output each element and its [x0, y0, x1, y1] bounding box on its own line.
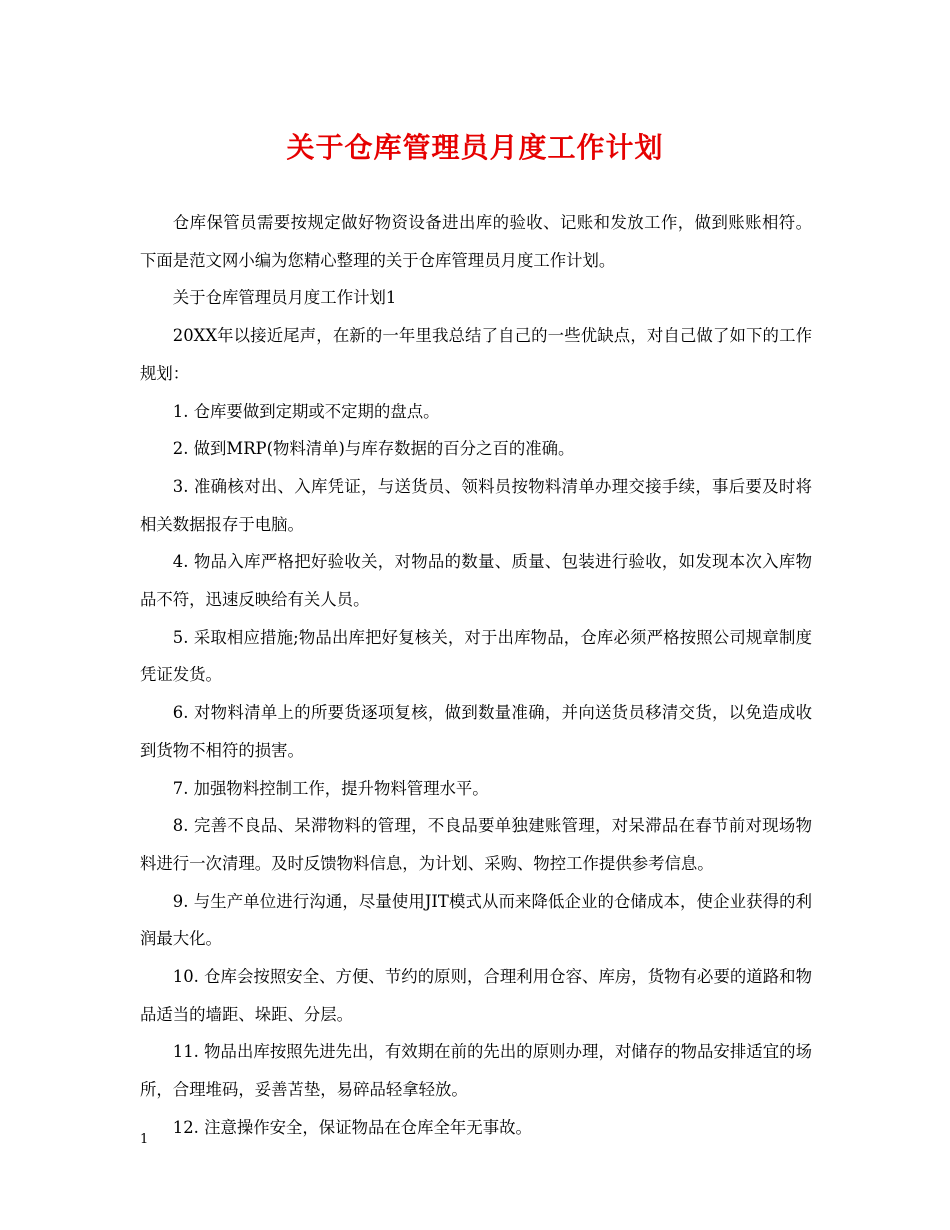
list-item: 9. 与生产单位进行沟通，尽量使用JIT模式从而来降低企业的仓储成本，使企业获得的利润最大化。	[140, 891, 812, 949]
list-item: 5. 采取相应措施;物品出库把好复核关，对于出库物品，仓库必须严格按照公司规章制度凭证发货。	[140, 627, 812, 685]
opening-paragraph: 20XX年以接近尾声，在新的一年里我总结了自己的一些优缺点，对自己做了如下的工作规划：	[140, 326, 812, 383]
section-heading: 关于仓库管理员月度工作计划1	[172, 288, 397, 308]
document-title: 关于仓库管理员月度工作计划	[286, 131, 664, 164]
list-item: 4. 物品入库严格把好验收关，对物品的数量、质量、包装进行验收，如发现本次入库物品不符，迅速反映给有关人员。	[140, 552, 812, 610]
list-item: 8. 完善不良品、呆滞物料的管理，不良品要单独建账管理，对呆滞品在春节前对现场物料进行一次清理。及时反馈物料信息，为计划、采购、物控工作提供参考信息。	[140, 816, 812, 873]
list-item: 6. 对物料清单上的所要货逐项复核，做到数量准确，并向送货员移清交货，以免造成收到货物不相符的损害。	[140, 703, 812, 760]
list-item: 7. 加强物料控制工作，提升物料管理水平。	[172, 778, 489, 798]
list-item: 1. 仓库要做到定期或不定期的盘点。	[172, 401, 440, 421]
page-number: 1	[140, 1132, 149, 1147]
document-body	[140, 204, 812, 1147]
list-item: 10. 仓库会按照安全、方便、节约的原则，合理利用仓容、库房，货物有必要的道路和物品适当的墙距、垛距、分层。	[140, 967, 812, 1024]
list-item: 12. 注意操作安全，保证物品在仓库全年无事故。	[172, 1117, 532, 1137]
intro-paragraph: 仓库保管员需要按规定做好物资设备进出库的验收、记账和发放工作，做到账账相符。下面是范文网小编为您精心整理的关于仓库管理员月度工作计划。	[140, 213, 812, 270]
list-item: 2. 做到MRP(物料清单)与库存数据的百分之百的准确。	[172, 439, 575, 459]
list-item: 11. 物品出库按照先进先出，有效期在前的先出的原则办理，对储存的物品安排适宜的场所，合理堆码，妥善苫垫，易碎品轻拿轻放。	[140, 1042, 812, 1100]
list-item: 3. 准确核对出、入库凭证，与送货员、领料员按物料清单办理交接手续，事后要及时将相关数据报存于电脑。	[140, 476, 812, 534]
